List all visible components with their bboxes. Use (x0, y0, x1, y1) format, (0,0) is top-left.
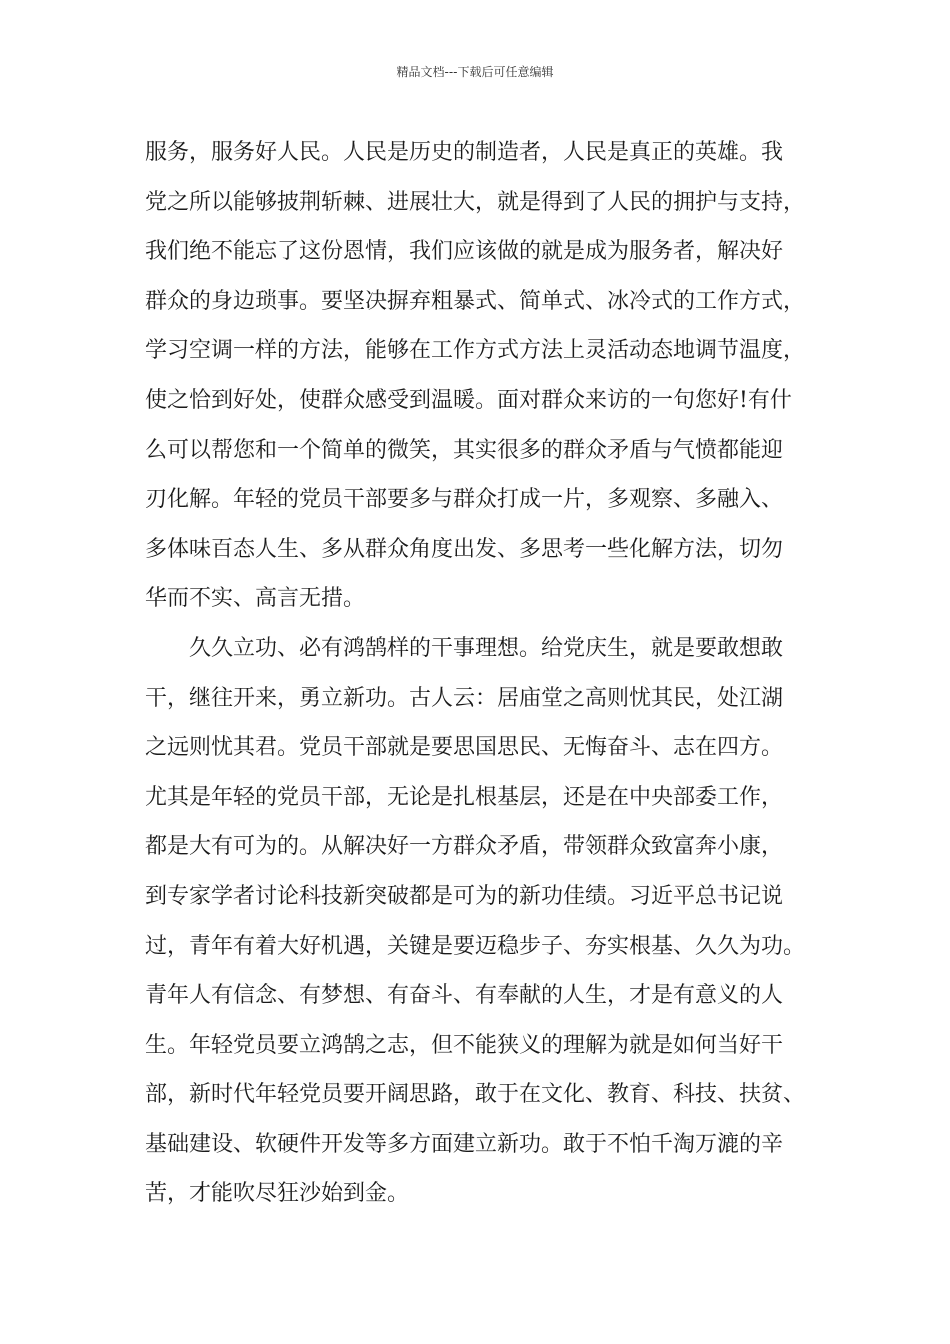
text-line: 尤其是年轻的党员干部，无论是扎根基层，还是在中央部委工作， (145, 784, 784, 810)
text-line: 刃化解。年轻的党员干部要多与群众打成一片，多观察、多融入、 (145, 487, 784, 513)
paragraph-1 (145, 133, 825, 629)
text-line: 苦，才能吹尽狂沙始到金。 (145, 1181, 410, 1207)
text-line: 基础建设、软硬件开发等多方面建立新功。敢于不怕千淘万漉的辛 (145, 1131, 784, 1157)
text-line: 久久立功、必有鸿鹄样的干事理想。给党庆生，就是要敢想敢 (189, 635, 784, 661)
text-line: 群众的身边琐事。要坚决摒弃粗暴式、简单式、冰冷式的工作方式， (145, 288, 806, 314)
text-line: 使之恰到好处，使群众感受到温暖。面对群众来访的一句您好!有什 (145, 387, 792, 413)
text-line: 过，青年有着大好机遇，关键是要迈稳步子、夯实根基、久久为功。 (145, 933, 806, 959)
paragraph-2 (145, 629, 825, 1224)
text-line: 党之所以能够披荆斩棘、进展壮大，就是得到了人民的拥护与支持， (145, 189, 806, 215)
text-line: 部，新时代年轻党员要开阔思路，敢于在文化、教育、科技、扶贫、 (145, 1082, 806, 1108)
text-line: 服务，服务好人民。人民是历史的制造者，人民是真正的英雄。我 (145, 140, 784, 165)
text-line: 学习空调一样的方法，能够在工作方式方法上灵活动态地调节温度， (145, 338, 806, 364)
text-line: 生。年轻党员要立鸿鹄之志，但不能狭义的理解为就是如何当好干 (145, 1032, 784, 1058)
page-header: 精品文档---下载后可任意编辑 (396, 65, 554, 79)
text-line: 青年人有信念、有梦想、有奋斗、有奉献的人生，才是有意义的人 (145, 983, 784, 1009)
text-line: 之远则忧其君。党员干部就是要思国思民、无悔奋斗、志在四方。 (145, 735, 784, 761)
text-line: 么可以帮您和一个简单的微笑，其实很多的群众矛盾与气愤都能迎 (145, 437, 784, 463)
text-line: 我们绝不能忘了这份恩情，我们应该做的就是成为服务者，解决好 (145, 239, 784, 265)
text-line: 到专家学者讨论科技新突破都是可为的新功佳绩。习近平总书记说 (145, 883, 784, 909)
text-line: 多体味百态人生、多从群众角度出发、多思考一些化解方法，切勿 (145, 536, 784, 562)
text-line: 干，继往开来，勇立新功。古人云：居庙堂之高则忧其民，处江湖 (145, 685, 784, 711)
text-line: 华而不实、高言无措。 (145, 586, 366, 612)
document-body (145, 133, 825, 1224)
text-line: 都是大有可为的。从解决好一方群众矛盾，带领群众致富奔小康， (145, 834, 784, 860)
